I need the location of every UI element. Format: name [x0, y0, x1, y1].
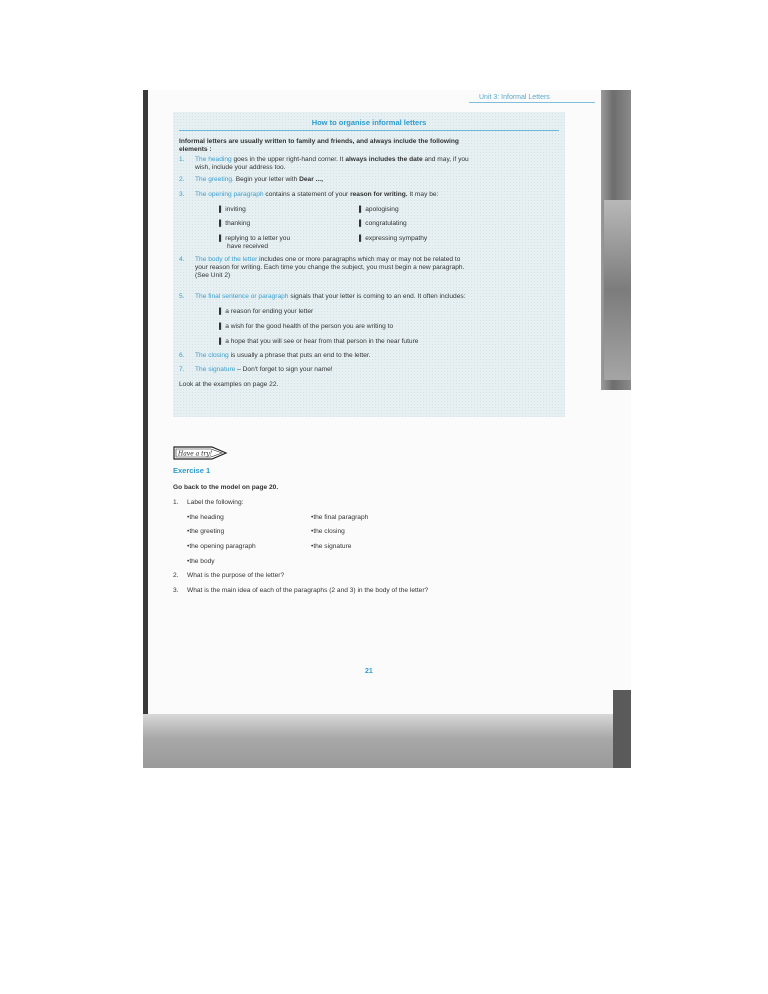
- reason-item: ▌ expressing sympathy: [359, 235, 427, 243]
- final-sentence-item: ▌ a reason for ending your letter: [219, 308, 313, 316]
- item-5-number: 5.: [179, 293, 185, 300]
- item-5-text-a: signals that your letter is coming to an end. It often includes:: [288, 293, 466, 300]
- item-7-text-a: – Don't forget to sign your name!: [235, 366, 333, 373]
- item-6-text-a: is usually a phrase that puts an end to the letter.: [228, 352, 371, 359]
- item-5-line: [195, 293, 466, 301]
- reason-item: ▌ apologising: [359, 206, 399, 214]
- item-5-term: The final sentence or paragraph: [195, 293, 289, 300]
- logo-text: Have a try!: [178, 450, 213, 458]
- label-item: • the body: [187, 558, 215, 566]
- reason-item: ▌ replying to a letter you: [219, 235, 290, 243]
- item-4-term: The body of the letter: [195, 256, 258, 263]
- scan-corner-shadow: [613, 690, 631, 768]
- item-1-line-2: wish, include your address too.: [195, 164, 286, 171]
- question-2: What is the purpose of the letter?: [187, 572, 285, 579]
- scan-bottom-shadow: [143, 714, 631, 768]
- item-4-line: [195, 256, 460, 264]
- intro-line-1: Informal letters are usually written to family and friends, and always include the following: [179, 138, 459, 145]
- item-3-line: [195, 191, 438, 199]
- reason-item: ▌ thanking: [219, 220, 250, 228]
- question-3: What is the main idea of each of the paragraphs (2 and 3) in the body of the letter?: [187, 587, 429, 594]
- have-a-try-logo: [172, 444, 228, 462]
- item-1-number: 1.: [179, 156, 185, 163]
- item-1-text-a: goes in the upper right-hand corner. It: [231, 156, 346, 163]
- label-item: • the opening paragraph: [187, 543, 256, 551]
- item-4-number: 4.: [179, 256, 185, 263]
- item-3-bold: reason for writing.: [350, 191, 408, 198]
- box-footer: Look at the examples on page 22.: [179, 381, 279, 388]
- reason-item: ▌ congratulating: [359, 220, 407, 228]
- item-2-text-a: Begin your letter with: [233, 176, 300, 183]
- scanned-page: [143, 90, 631, 768]
- scan-left-shadow: [143, 90, 148, 768]
- item-6-number: 6.: [179, 352, 185, 359]
- box-title-rule: [179, 130, 559, 131]
- label-item: • the final paragraph: [311, 514, 368, 522]
- item-7-term: The signature: [195, 366, 236, 373]
- box-title: How to organise informal letters: [311, 118, 427, 127]
- item-3-text-b: It may be:: [407, 191, 439, 198]
- exercise-instruction: Go back to the model on page 20.: [173, 484, 279, 491]
- final-sentence-item: ▌ a wish for the good health of the person you are writing to: [219, 323, 393, 331]
- item-2-line: [195, 176, 323, 184]
- item-1-term: The heading: [195, 156, 232, 163]
- running-head: Unit 3: Informal Letters: [479, 94, 550, 101]
- label-item: • the signature: [311, 543, 351, 551]
- item-7-line: [195, 366, 333, 374]
- item-3-term: The opening paragraph: [195, 191, 264, 198]
- intro-line-2: elements :: [179, 146, 212, 153]
- item-2-term: The greeting.: [195, 176, 234, 183]
- item-2-number: 2.: [179, 176, 185, 183]
- page-number: 21: [365, 668, 373, 675]
- item-3-number: 3.: [179, 191, 185, 198]
- item-2-bold: Dear ...,: [299, 176, 323, 183]
- item-4-text-a: includes one or more paragraphs which may or may not be related to: [257, 256, 461, 263]
- reason-item-continued: have received: [227, 243, 269, 250]
- item-7-number: 7.: [179, 366, 185, 373]
- item-1-text-b: and may, if you: [422, 156, 469, 163]
- question-1-number: 1.: [173, 499, 179, 506]
- running-head-rule: [469, 102, 595, 103]
- reason-item: ▌ inviting: [219, 206, 246, 214]
- question-1: Label the following:: [187, 499, 244, 506]
- item-4-line-2: your reason for writing. Each time you change the subject, you must begin a new paragraph.: [195, 264, 465, 271]
- label-item: • the closing: [311, 528, 345, 536]
- item-3-text-a: contains a statement of your: [263, 191, 351, 198]
- item-4-line-3: (See Unit 2): [195, 272, 231, 279]
- item-6-line: [195, 352, 371, 360]
- info-box: [173, 112, 565, 417]
- question-2-number: 2.: [173, 572, 179, 579]
- question-3-number: 3.: [173, 587, 179, 594]
- item-6-term: The closing: [195, 352, 229, 359]
- facing-page-photo: [604, 200, 631, 380]
- label-item: • the greeting: [187, 528, 224, 536]
- item-1-bold: always includes the date: [345, 156, 423, 163]
- label-item: • the heading: [187, 514, 224, 522]
- item-1-line: [195, 156, 469, 164]
- final-sentence-item: ▌ a hope that you will see or hear from that person in the near future: [219, 338, 418, 346]
- exercise-title: Exercise 1: [173, 466, 211, 475]
